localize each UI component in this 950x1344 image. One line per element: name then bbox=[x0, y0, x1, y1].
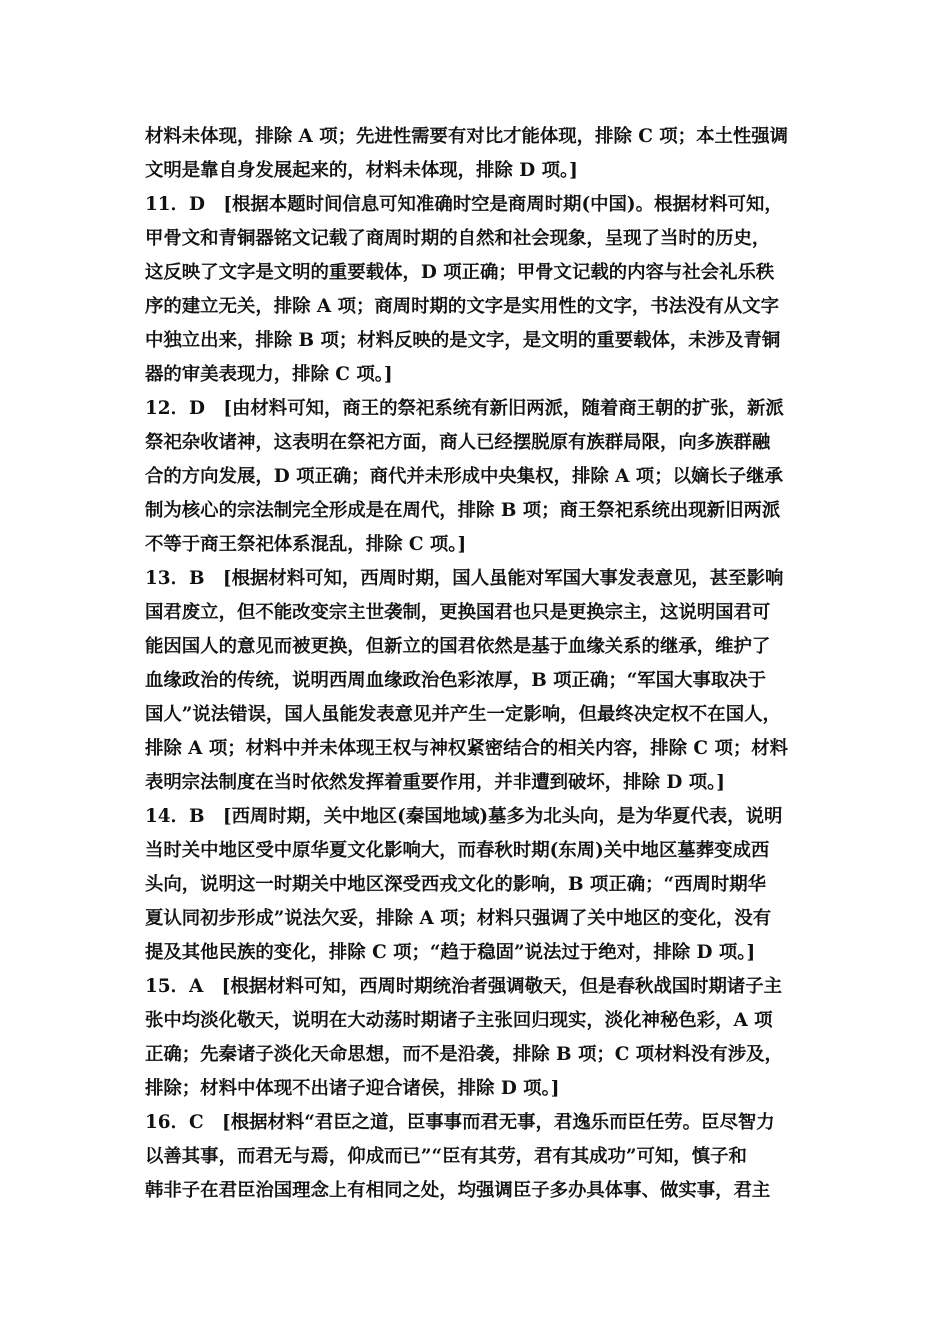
text-line: 12．D [由材料可知，商王的祭祀系统有新旧两派，随着商王朝的扩张，新派 bbox=[145, 398, 784, 419]
text-line: 不等于商王祭祀体系混乱，排除 C 项。] bbox=[145, 534, 467, 555]
text-line: 排除 A 项；材料中并未体现王权与神权紧密结合的相关内容，排除 C 项；材料 bbox=[145, 738, 789, 759]
text-line: 能因国人的意见而被更换，但新立的国君依然是基于血缘关系的继承，维护了 bbox=[145, 636, 771, 657]
text-line: 国君废立，但不能改变宗主世袭制，更换国君也只是更换宗主，这说明国君可 bbox=[145, 602, 771, 623]
text-line: 夏认同初步形成”说法欠妥，排除 A 项；材料只强调了关中地区的变化，没有 bbox=[145, 908, 772, 929]
text-line: 15．A [根据材料可知，西周时期统治者强调敬天，但是春秋战国时期诸子主 bbox=[145, 976, 783, 997]
text-line: 合的方向发展，D 项正确；商代并未形成中央集权，排除 A 项；以嫡长子继承 bbox=[145, 466, 783, 487]
text-line: 序的建立无关，排除 A 项；商周时期的文字是实用性的文字，书法没有从文字 bbox=[145, 296, 779, 317]
text-line: 材料未体现，排除 A 项；先进性需要有对比才能体现，排除 C 项；本土性强调 bbox=[145, 126, 789, 147]
text-line: 排除；材料中体现不出诸子迎合诸侯，排除 D 项。] bbox=[145, 1078, 560, 1099]
text-line: 制为核心的宗法制完全形成是在周代，排除 B 项；商王祭祀系统出现新旧两派 bbox=[145, 500, 781, 521]
text-line: 提及其他民族的变化，排除 C 项；“趋于稳固”说法过于绝对，排除 D 项。] bbox=[145, 942, 756, 963]
text-line: 16．C [根据材料“君臣之道，臣事事而君无事，君逸乐而臣任劳。臣尽智力 bbox=[145, 1112, 775, 1133]
document-page bbox=[145, 120, 813, 1208]
text-line: 当时关中地区受中原华夏文化影响大，而春秋时期(东周)关中地区墓葬变成西 bbox=[145, 840, 770, 861]
text-line: 甲骨文和青铜器铭文记载了商周时期的自然和社会现象，呈现了当时的历史， bbox=[145, 228, 771, 249]
text-line: 以善其事，而君无与焉，仰成而已”“臣有其劳，君有其成功”可知，慎子和 bbox=[145, 1146, 747, 1167]
text-line: 张中均淡化敬天，说明在大动荡时期诸子主张回归现实，淡化神秘色彩，A 项 bbox=[145, 1010, 773, 1031]
text-line: 11．D [根据本题时间信息可知准确时空是商周时期(中国)。根据材料可知， bbox=[145, 194, 783, 215]
text-line: 正确；先秦诸子淡化天命思想，而不是沿袭，排除 B 项；C 项材料没有涉及， bbox=[145, 1044, 783, 1065]
text-line: 13．B [根据材料可知，西周时期，国人虽能对军国大事发表意见，甚至影响 bbox=[145, 568, 784, 589]
text-line: 韩非子在君臣治国理念上有相同之处，均强调臣子多办具体事、做实事，君主 bbox=[145, 1180, 771, 1201]
text-line: 头向，说明这一时期关中地区深受西戎文化的影响，B 项正确；“西周时期华 bbox=[145, 874, 767, 895]
text-line: 中独立出来，排除 B 项；材料反映的是文字，是文明的重要载体，未涉及青铜 bbox=[145, 330, 781, 351]
text-line: 国人”说法错误，国人虽能发表意见并产生一定影响，但最终决定权不在国人， bbox=[145, 704, 781, 725]
text-line: 祭祀杂收诸神，这表明在祭祀方面，商人已经摆脱原有族群局限，向多族群融 bbox=[145, 432, 771, 453]
text-line: 器的审美表现力，排除 C 项。] bbox=[145, 364, 393, 385]
text-line: 血缘政治的传统，说明西周血缘政治色彩浓厚，B 项正确；“军国大事取决于 bbox=[145, 670, 767, 691]
text-line: 这反映了文字是文明的重要载体，D 项正确；甲骨文记载的内容与社会礼乐秩 bbox=[145, 262, 775, 283]
text-line: 文明是靠自身发展起来的，材料未体现，排除 D 项。] bbox=[145, 160, 578, 181]
text-line: 14．B [西周时期，关中地区(秦国地域)墓多为北头向，是为华夏代表，说明 bbox=[145, 806, 783, 827]
text-line: 表明宗法制度在当时依然发挥着重要作用，并非遭到破坏，排除 D 项。] bbox=[145, 772, 725, 793]
